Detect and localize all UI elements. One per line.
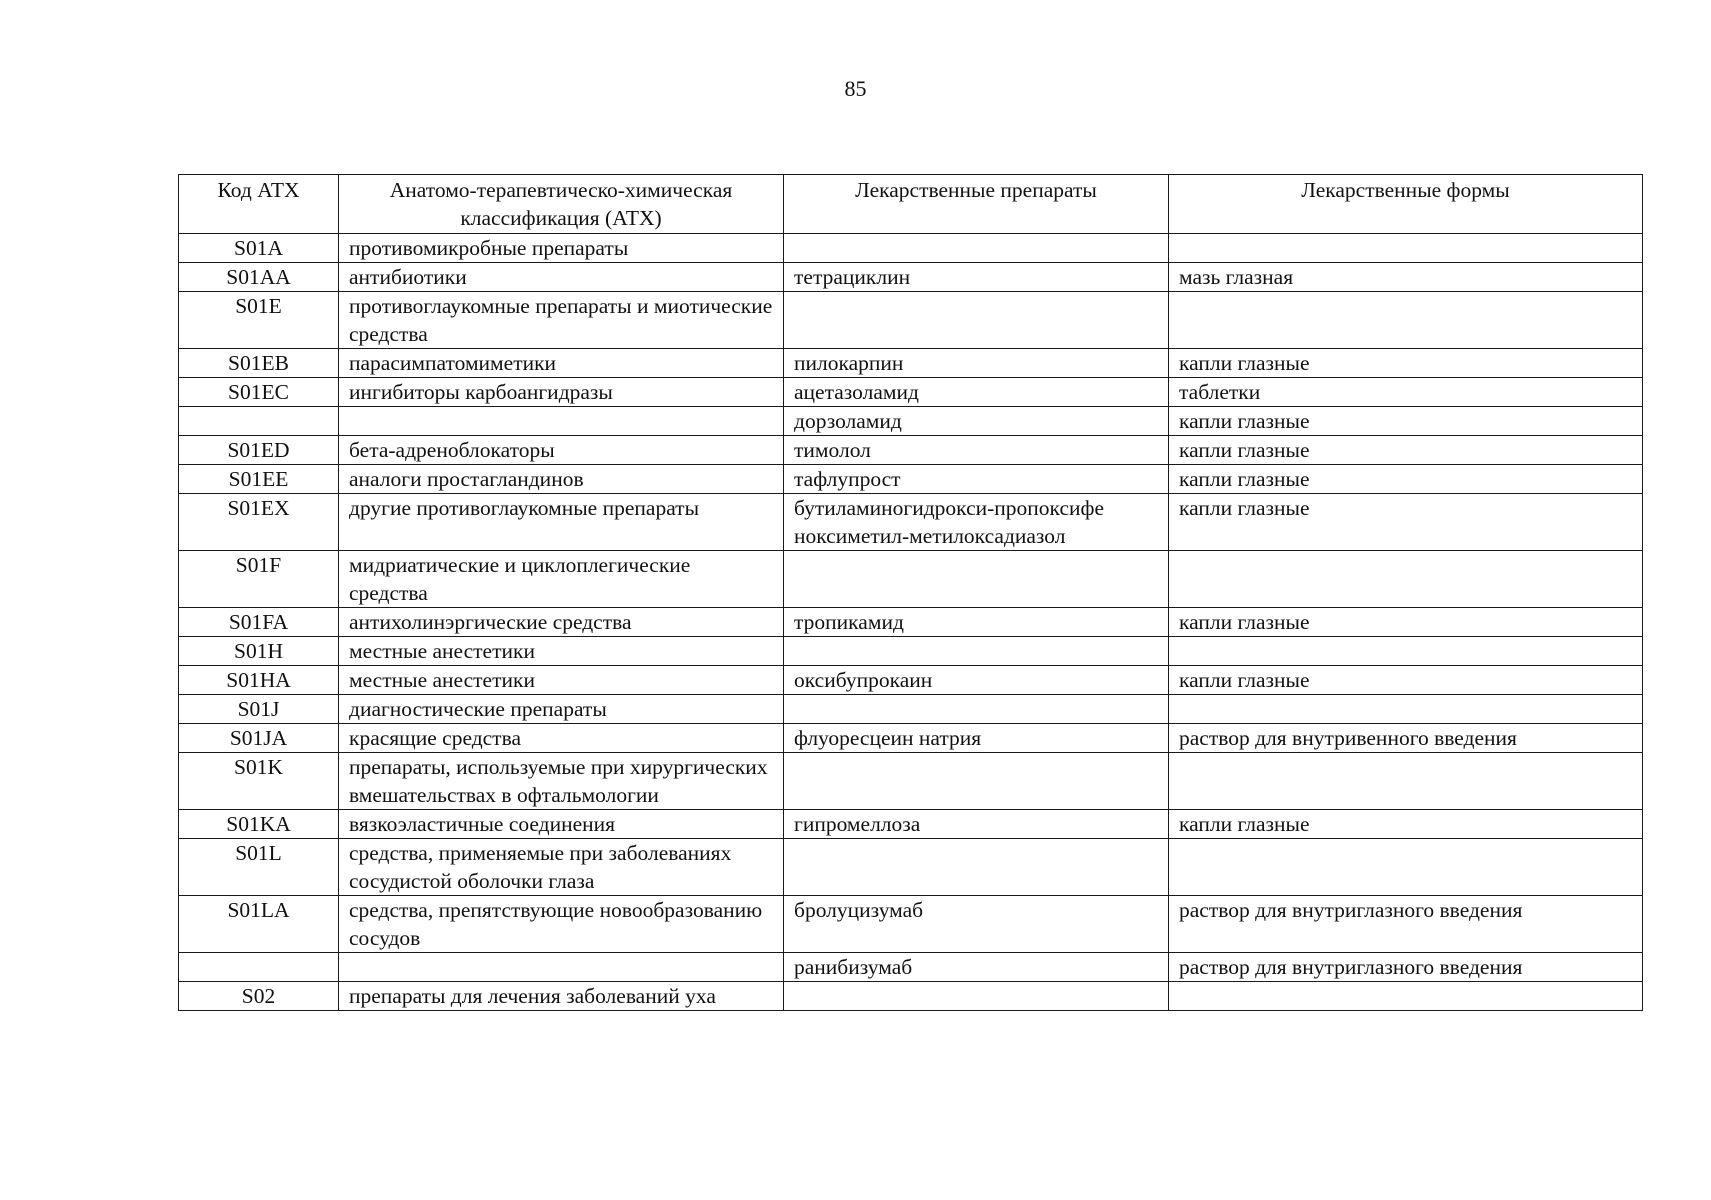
classification-cell: аналоги простагландинов (339, 465, 784, 494)
form-cell: раствор для внутривенного введения (1169, 724, 1643, 753)
form-cell (1169, 551, 1643, 608)
drug-cell: дорзоламид (784, 407, 1169, 436)
code-cell: S01H (179, 637, 339, 666)
classification-cell: другие противоглаукомные препараты (339, 494, 784, 551)
classification-cell: средства, препятствующие новообразованию сосудов (339, 896, 784, 953)
header-drug: Лекарственные препараты (784, 175, 1169, 234)
classification-cell: противоглаукомные препараты и миотические средства (339, 292, 784, 349)
drug-cell: бутиламиногидрокси-пропоксифе ноксиметил-метилоксадиазол (784, 494, 1169, 551)
code-cell (179, 407, 339, 436)
code-cell: S01EB (179, 349, 339, 378)
classification-cell: местные анестетики (339, 637, 784, 666)
code-cell: S01AA (179, 263, 339, 292)
drug-cell (784, 839, 1169, 896)
form-cell (1169, 839, 1643, 896)
drug-cell: флуоресцеин натрия (784, 724, 1169, 753)
form-cell (1169, 637, 1643, 666)
classification-cell (339, 407, 784, 436)
page-number: 85 (844, 76, 867, 101)
classification-cell: препараты для лечения заболеваний уха (339, 982, 784, 1011)
table-row (179, 810, 1643, 839)
drug-cell (784, 753, 1169, 810)
code-cell: S01JA (179, 724, 339, 753)
form-cell (1169, 234, 1643, 263)
table-row (179, 551, 1643, 608)
header-classification: Анатомо-терапевтическо-химическая классификация (АТХ) (339, 175, 784, 234)
code-cell: S01E (179, 292, 339, 349)
form-cell: таблетки (1169, 378, 1643, 407)
table-row (179, 724, 1643, 753)
table-row (179, 436, 1643, 465)
form-cell: капли глазные (1169, 349, 1643, 378)
classification-cell: красящие средства (339, 724, 784, 753)
form-cell: мазь глазная (1169, 263, 1643, 292)
form-cell (1169, 695, 1643, 724)
form-cell: капли глазные (1169, 608, 1643, 637)
drug-cell: ацетазоламид (784, 378, 1169, 407)
table-row (179, 982, 1643, 1011)
table-row (179, 637, 1643, 666)
code-cell: S01HA (179, 666, 339, 695)
table-row (179, 753, 1643, 810)
code-cell: S01LA (179, 896, 339, 953)
code-cell (179, 953, 339, 982)
drug-cell (784, 234, 1169, 263)
form-cell: раствор для внутриглазного введения (1169, 896, 1643, 953)
form-cell: раствор для внутриглазного введения (1169, 953, 1643, 982)
code-cell: S01K (179, 753, 339, 810)
form-cell: капли глазные (1169, 407, 1643, 436)
table-row (179, 695, 1643, 724)
drug-cell: пилокарпин (784, 349, 1169, 378)
table-row (179, 263, 1643, 292)
table-body (179, 234, 1643, 1011)
table-row (179, 494, 1643, 551)
code-cell: S01FA (179, 608, 339, 637)
code-cell: S01ED (179, 436, 339, 465)
drug-cell: оксибупрокаин (784, 666, 1169, 695)
drug-cell (784, 982, 1169, 1011)
classification-cell: вязкоэластичные соединения (339, 810, 784, 839)
table-row (179, 953, 1643, 982)
classification-cell: диагностические препараты (339, 695, 784, 724)
form-cell: капли глазные (1169, 494, 1643, 551)
code-cell: S01EX (179, 494, 339, 551)
code-cell: S01F (179, 551, 339, 608)
table-row (179, 407, 1643, 436)
table-row (179, 608, 1643, 637)
drug-cell (784, 695, 1169, 724)
code-cell: S01EC (179, 378, 339, 407)
form-cell: капли глазные (1169, 465, 1643, 494)
header-form: Лекарственные формы (1169, 175, 1643, 234)
classification-cell: препараты, используемые при хирургических вмешательствах в офтальмологии (339, 753, 784, 810)
table-row (179, 666, 1643, 695)
table-row (179, 292, 1643, 349)
table-header-row (179, 175, 1643, 234)
code-cell: S02 (179, 982, 339, 1011)
classification-cell: мидриатические и циклоплегические средства (339, 551, 784, 608)
drug-cell: ранибизумаб (784, 953, 1169, 982)
table-row (179, 839, 1643, 896)
classification-cell: антибиотики (339, 263, 784, 292)
table-row (179, 378, 1643, 407)
drug-cell (784, 292, 1169, 349)
drug-cell: гипромеллоза (784, 810, 1169, 839)
code-cell: S01EE (179, 465, 339, 494)
table-row (179, 465, 1643, 494)
code-cell: S01A (179, 234, 339, 263)
form-cell: капли глазные (1169, 810, 1643, 839)
classification-cell: ингибиторы карбоангидразы (339, 378, 784, 407)
atx-table (178, 174, 1643, 1011)
form-cell (1169, 753, 1643, 810)
classification-cell: бета-адреноблокаторы (339, 436, 784, 465)
drug-cell: тетрациклин (784, 263, 1169, 292)
table-row (179, 349, 1643, 378)
drug-cell (784, 637, 1169, 666)
form-cell (1169, 982, 1643, 1011)
drug-cell: тропикамид (784, 608, 1169, 637)
classification-cell: средства, применяемые при заболеваниях сосудистой оболочки глаза (339, 839, 784, 896)
classification-cell: противомикробные препараты (339, 234, 784, 263)
form-cell: капли глазные (1169, 436, 1643, 465)
code-cell: S01J (179, 695, 339, 724)
table-row (179, 896, 1643, 953)
form-cell: капли глазные (1169, 666, 1643, 695)
code-cell: S01L (179, 839, 339, 896)
form-cell (1169, 292, 1643, 349)
table-row (179, 234, 1643, 263)
drug-cell: тимолол (784, 436, 1169, 465)
classification-cell (339, 953, 784, 982)
classification-cell: местные анестетики (339, 666, 784, 695)
drug-cell: бролуцизумаб (784, 896, 1169, 953)
drug-cell (784, 551, 1169, 608)
header-code: Код АТХ (179, 175, 339, 234)
code-cell: S01KA (179, 810, 339, 839)
classification-cell: антихолинэргические средства (339, 608, 784, 637)
classification-cell: парасимпатомиметики (339, 349, 784, 378)
drug-cell: тафлупрост (784, 465, 1169, 494)
